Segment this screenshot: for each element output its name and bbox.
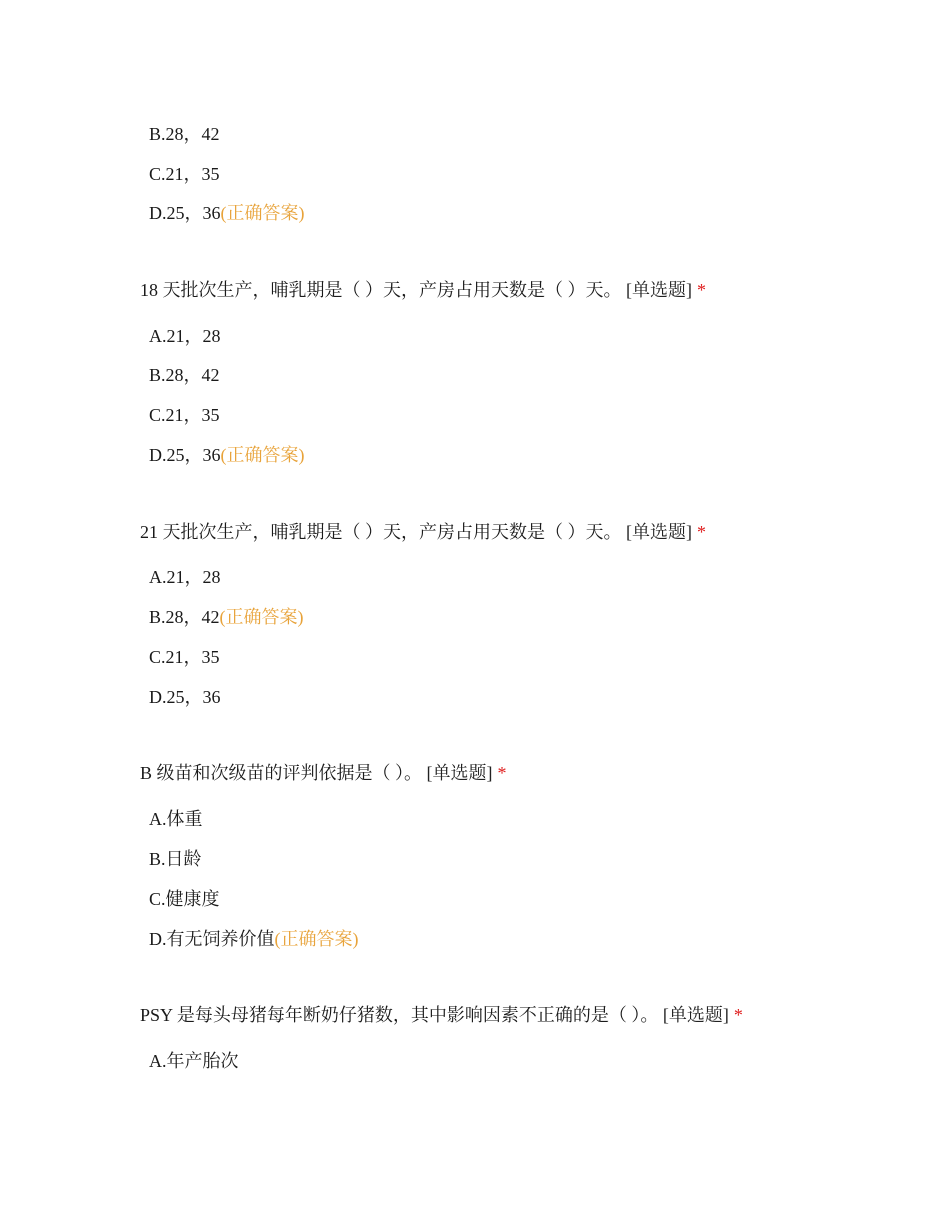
question-title	[140, 278, 900, 302]
required-marker: *	[697, 522, 706, 542]
option-b	[149, 122, 220, 146]
option-c	[149, 162, 220, 186]
question-block-1	[140, 278, 900, 465]
option-a	[149, 324, 221, 348]
question-block-2	[140, 520, 900, 707]
option-d	[149, 201, 305, 225]
required-marker: *	[733, 1005, 743, 1025]
question-text: 21 天批次生产，哺乳期是（ ）天，产房占用天数是（ ）天。	[140, 522, 622, 542]
correct-answer-tag: (正确答案)	[220, 203, 305, 223]
question-title	[140, 1003, 900, 1027]
option-label: A.体重	[149, 809, 203, 829]
question-type: [单选题]	[662, 1005, 729, 1025]
question-title	[140, 520, 900, 544]
option-d	[149, 927, 359, 951]
question-type: [单选题]	[626, 522, 692, 542]
correct-answer-tag: (正确答案)	[220, 445, 305, 465]
required-marker: *	[697, 280, 706, 300]
option-label: B.28，42	[149, 607, 220, 627]
question-block-3	[140, 761, 900, 949]
option-label: D.25，36	[149, 687, 221, 707]
question-type: [单选题]	[626, 280, 692, 300]
option-label: A.21，28	[149, 567, 221, 587]
option-label: B.28，42	[149, 124, 220, 144]
option-b	[149, 363, 220, 387]
question-text: PSY 是每头母猪每年断奶仔猪数，其中影响因素不正确的是（ ）。	[140, 1005, 659, 1025]
option-c	[149, 887, 220, 911]
option-label: C.21，35	[149, 405, 220, 425]
option-label: D.25，36	[149, 445, 221, 465]
option-a	[149, 807, 203, 831]
option-label: D.有无饲养价值	[149, 929, 275, 949]
option-label: C.21，35	[149, 647, 220, 667]
option-label: A.年产胎次	[149, 1051, 239, 1071]
option-label: C.健康度	[149, 889, 220, 909]
option-b	[149, 605, 304, 629]
option-d	[149, 443, 305, 467]
option-label: A.21，28	[149, 326, 221, 346]
option-d	[149, 685, 221, 709]
question-type: [单选题]	[426, 763, 493, 783]
option-b	[149, 847, 202, 871]
option-a	[149, 1049, 239, 1073]
question-text: B 级苗和次级苗的评判依据是（ ）。	[140, 763, 423, 783]
option-a	[149, 565, 221, 589]
required-marker: *	[497, 763, 507, 783]
option-label: C.21，35	[149, 164, 220, 184]
correct-answer-tag: (正确答案)	[219, 607, 304, 627]
option-label: B.28，42	[149, 365, 220, 385]
question-text: 18 天批次生产，哺乳期是（ ）天，产房占用天数是（ ）天。	[140, 280, 622, 300]
question-block-4	[140, 1003, 900, 1071]
option-c	[149, 645, 220, 669]
correct-answer-tag: (正确答案)	[274, 929, 359, 949]
option-label: D.25，36	[149, 203, 221, 223]
option-c	[149, 403, 220, 427]
question-title	[140, 761, 900, 785]
option-label: B.日龄	[149, 849, 202, 869]
